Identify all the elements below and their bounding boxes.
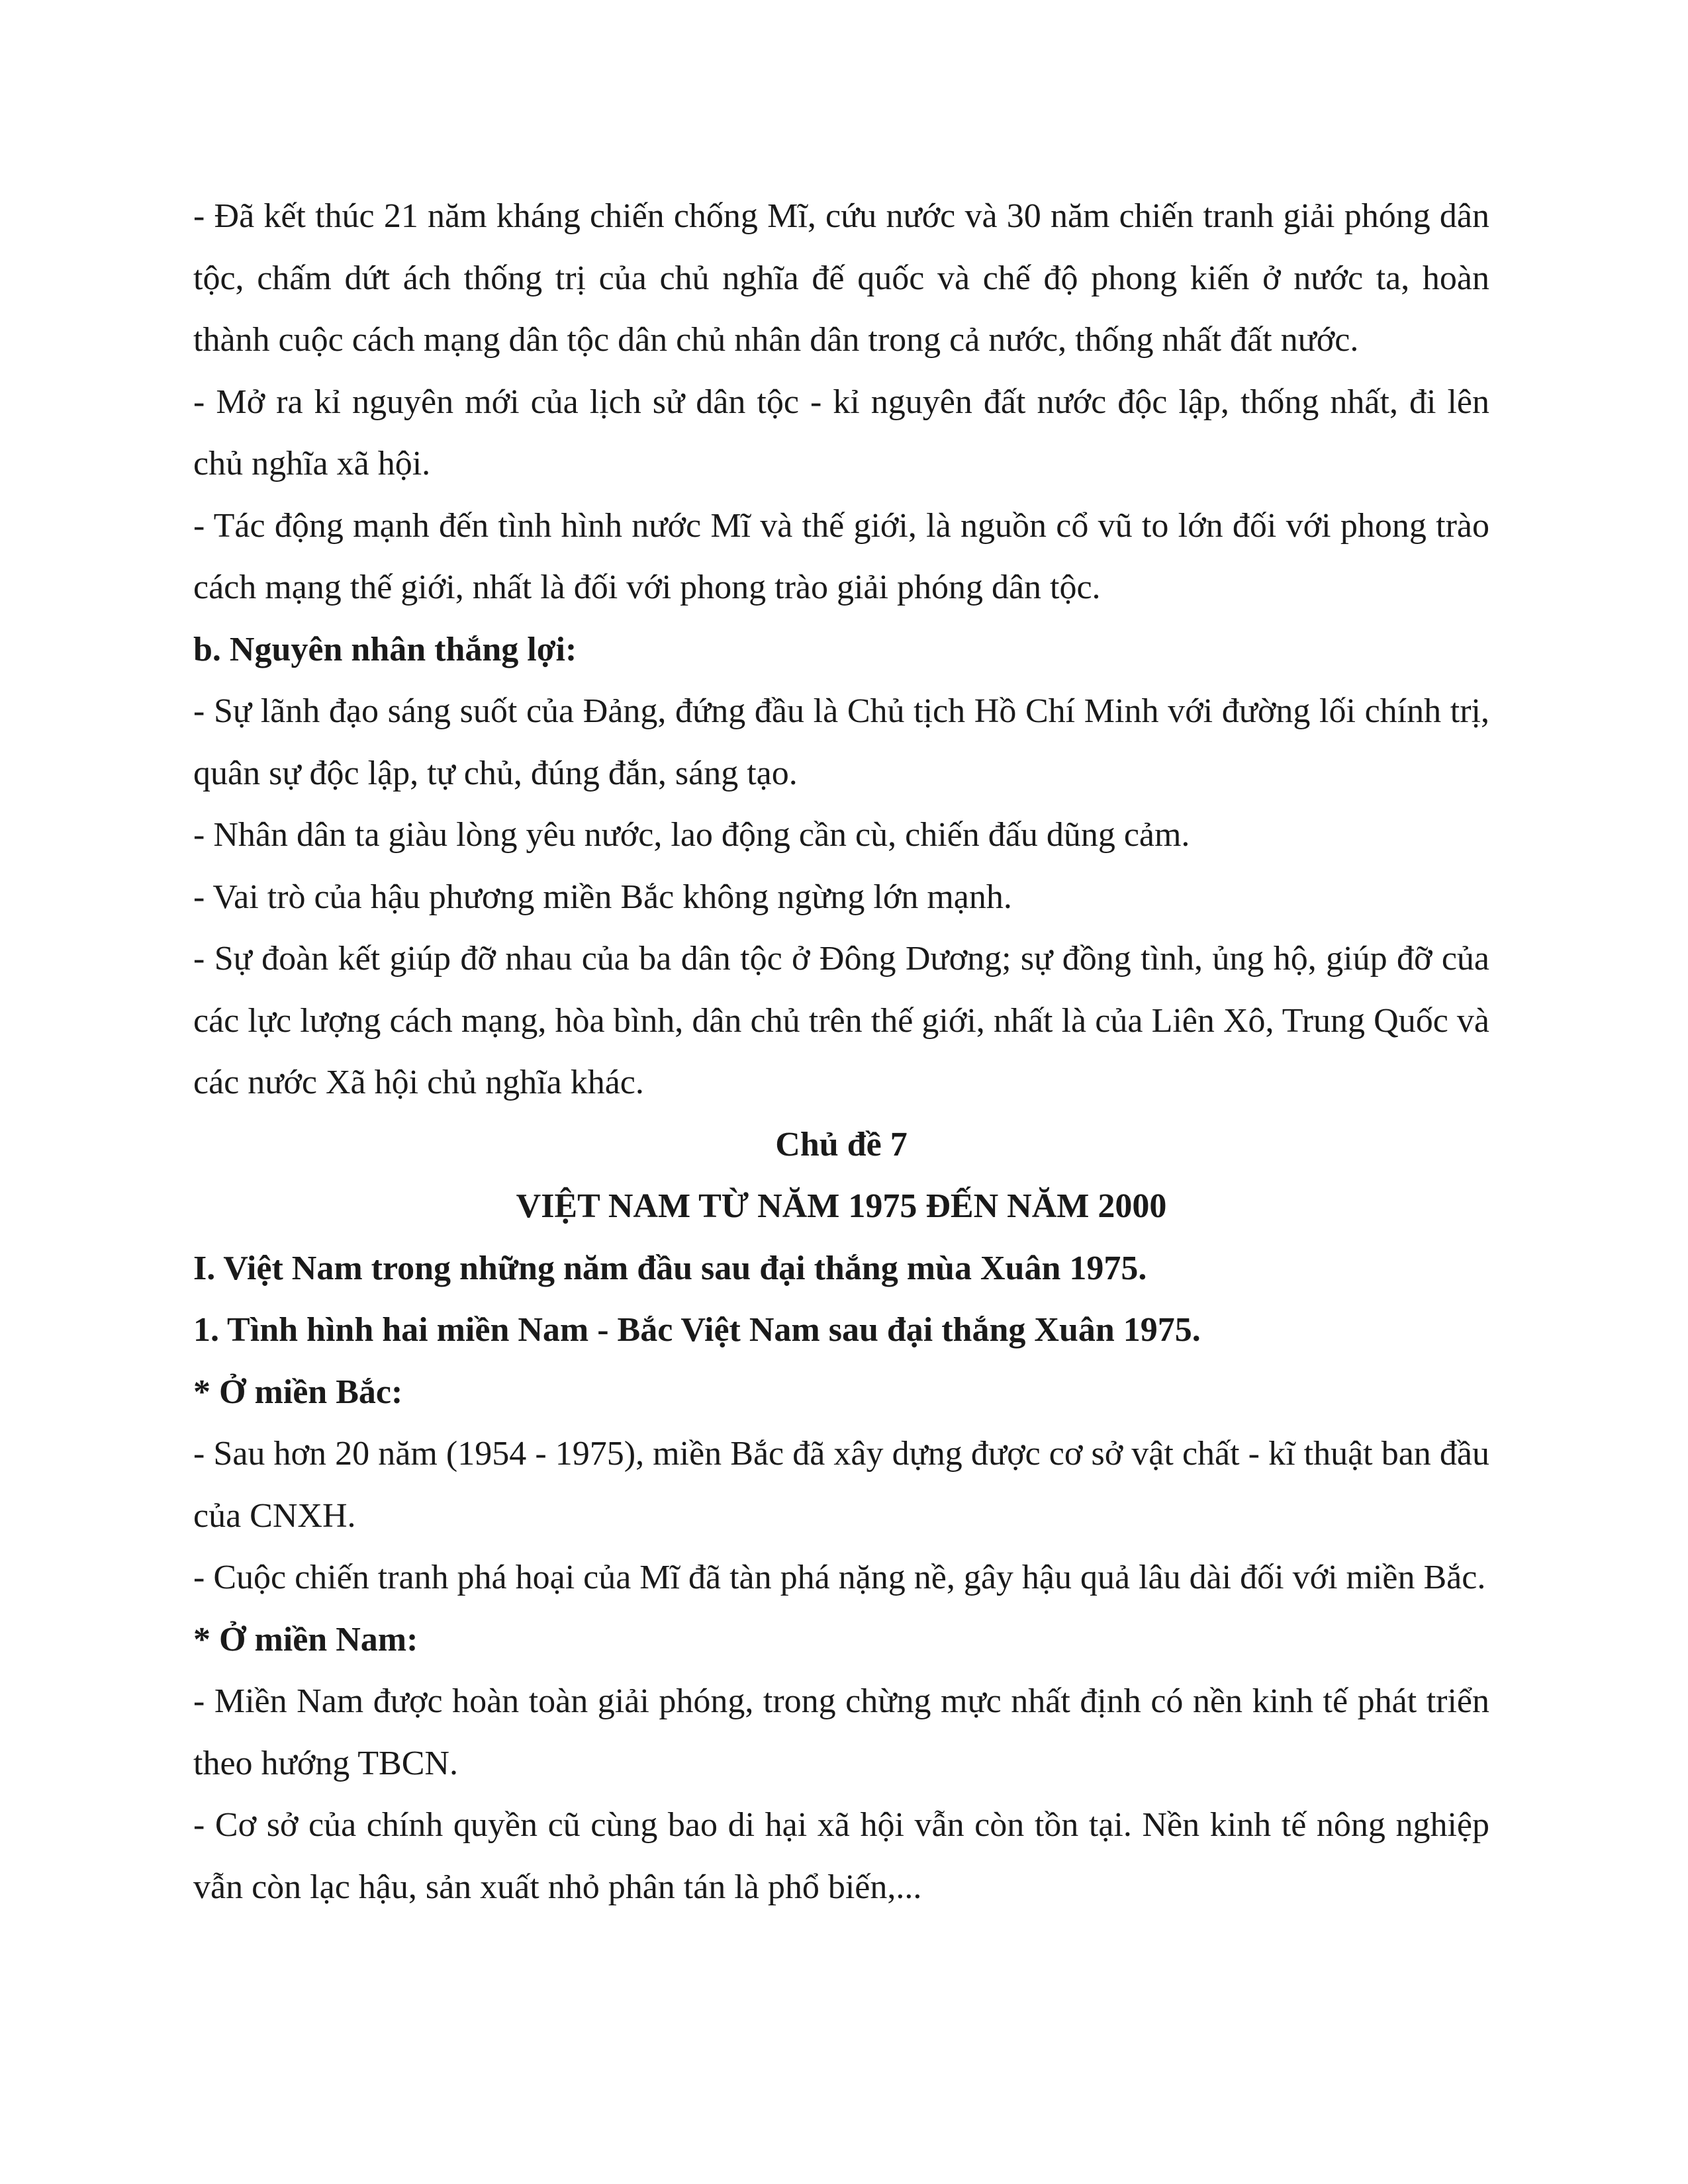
paragraph-south-1: - Miền Nam được hoàn toàn giải phóng, trong chừng mực nhất định có nền kinh tế phát triển theo hướng TBCN. (193, 1682, 1489, 1782)
heading-north: * Ở miền Bắc: (193, 1373, 403, 1411)
paragraph-significance-3: - Tác động mạnh đến tình hình nước Mĩ và thế giới, là nguồn cổ vũ to lớn đối với phong trào cách mạng thế giới, nhất là đối với phong trào giải phóng dân tộc. (193, 506, 1489, 606)
heading-victory-causes: b. Nguyên nhân thắng lợi: (193, 630, 577, 668)
sub-heading: 1. Tình hình hai miền Nam - Bắc Việt Nam sau đại thắng Xuân 1975. (193, 1311, 1201, 1349)
paragraph-significance-1: - Đã kết thúc 21 năm kháng chiến chống Mĩ, cứu nước và 30 năm chiến tranh giải phóng dân tộc, chấm dứt ách thống trị của chủ nghĩa đế quốc và chế độ phong kiến ở nước ta, hoàn thành cuộc cách mạng dân tộc dân chủ nhân dân trong cả nước, thống nhất đất nước. (193, 197, 1489, 359)
paragraph-cause-2: - Nhân dân ta giàu lòng yêu nước, lao động cần cù, chiến đấu dũng cảm. (193, 816, 1190, 854)
paragraph-north-2: - Cuộc chiến tranh phá hoại của Mĩ đã tàn phá nặng nề, gây hậu quả lâu dài đối với miền Bắc. (193, 1559, 1486, 1596)
document-body (193, 185, 1489, 1918)
paragraph-north-1: - Sau hơn 20 năm (1954 - 1975), miền Bắc đã xây dựng được cơ sở vật chất - kĩ thuật ban đầu của CNXH. (193, 1435, 1489, 1535)
topic-number: Chủ đề 7 (775, 1125, 908, 1163)
paragraph-significance-2: - Mở ra kỉ nguyên mới của lịch sử dân tộc - kỉ nguyên đất nước độc lập, thống nhất, đi lên chủ nghĩa xã hội. (193, 383, 1489, 482)
part-heading: I. Việt Nam trong những năm đầu sau đại thắng mùa Xuân 1975. (193, 1249, 1147, 1287)
topic-title: VIỆT NAM TỪ NĂM 1975 ĐẾN NĂM 2000 (516, 1187, 1167, 1225)
paragraph-cause-4: - Sự đoàn kết giúp đỡ nhau của ba dân tộc ở Đông Dương; sự đồng tình, ủng hộ, giúp đỡ của các lực lượng cách mạng, hòa bình, dân chủ trên thế giới, nhất là của Liên Xô, Trung Quốc và các nước Xã hội chủ nghĩa khác. (193, 940, 1489, 1101)
paragraph-south-2: - Cơ sở của chính quyền cũ cùng bao di hại xã hội vẫn còn tồn tại. Nền kinh tế nông nghiệp vẫn còn lạc hậu, sản xuất nhỏ phân tán là phổ biến,... (193, 1806, 1489, 1906)
heading-south: * Ở miền Nam: (193, 1620, 418, 1659)
paragraph-cause-1: - Sự lãnh đạo sáng suốt của Đảng, đứng đầu là Chủ tịch Hồ Chí Minh với đường lối chính trị, quân sự độc lập, tự chủ, đúng đắn, sáng tạo. (193, 692, 1489, 792)
paragraph-cause-3: - Vai trò của hậu phương miền Bắc không ngừng lớn mạnh. (193, 878, 1012, 916)
